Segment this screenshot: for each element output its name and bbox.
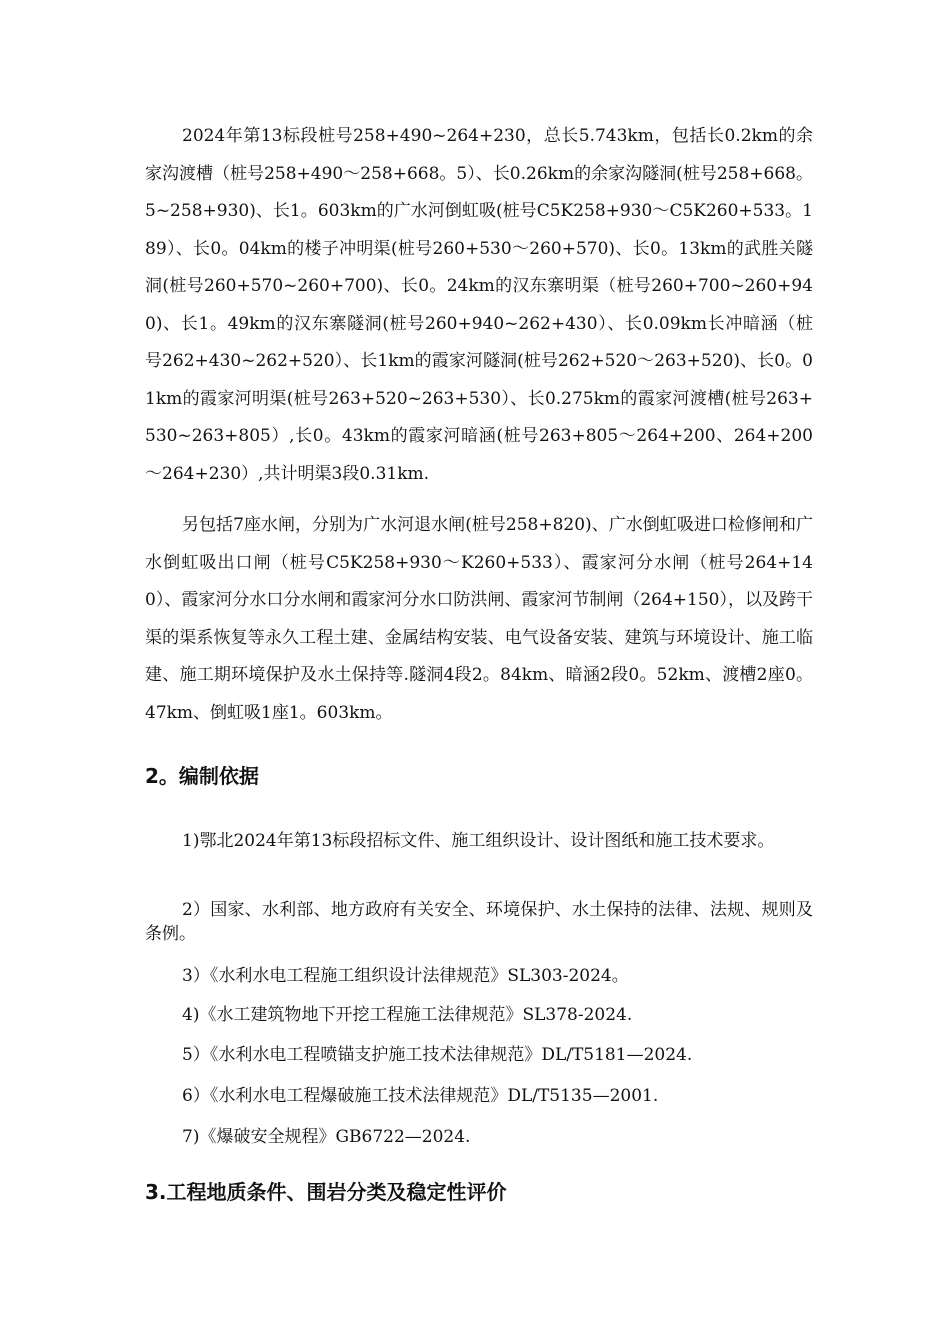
basis-list-item-4: 4)《水工建筑物地下开挖工程施工法律规范》SL378-2024. bbox=[182, 1005, 633, 1025]
section-heading-compilation-basis: 2。编制依据 bbox=[145, 764, 259, 788]
basis-list-item-6: 6）《水利水电工程爆破施工技术法律规范》DL/T5135—2001. bbox=[182, 1086, 659, 1106]
body-paragraph-sluice-gates: 另包括7座水闸，分别为广水河退水闸(桩号258+820)、广水倒虹吸进口检修闸和广水倒虹吸出口闸（桩号C5K258+930～K260+533）、霞家河分水闸（桩号264+140）、霞家河分水口分水闸和霞家河分水口防洪闸、霞家河节制闸（264+150），以及跨干渠的渠系恢复等永久工程土建、金属结构安装、电气设备安装、建筑与环境设计、施工临建、施工期环境保护及水土保持等.隧洞4段2。84km、暗涵2段0。52km、渡槽2座0。47km、倒虹吸1座1。603km。 bbox=[145, 515, 813, 723]
body-paragraph-project-scope: 2024年第13标段桩号258+490~264+230，总长5.743km，包括长0.2km的余家沟渡槽（桩号258+490～258+668。5）、长0.26km的余家沟隧洞(桩号258+668。5~258+930)、长1。603km的广水河倒虹吸(桩号C5K258+930～C5K260+533。189）、长0。04km的楼子冲明渠(桩号260+530～260+570)、长0。13km的武胜关隧洞(桩号260+570~260+700)、长0。24km的汉东寨明渠（桩号260+700~260+940)、长1。49km的汉东寨隧洞(桩号260+940~262+430）、长0.09km长冲暗涵（桩号262+430~262+520）、长1km的霞家河隧洞(桩号262+520～263+520)、长0。01km的霞家河明渠(桩号263+520~263+530）、长0.275km的霞家河渡槽(桩号263+530~263+805）,长0。43km的霞家河暗涵(桩号263+805～264+200、264+200～264+230）,共计明渠3段0.31km. bbox=[145, 126, 813, 484]
basis-list-item-5: 5）《水利水电工程喷锚支护施工技术法律规范》DL/T5181—2024. bbox=[182, 1045, 693, 1065]
basis-list-item-3: 3）《水利水电工程施工组织设计法律规范》SL303-2024。 bbox=[182, 966, 629, 986]
basis-list-item-7: 7)《爆破安全规程》GB6722—2024. bbox=[182, 1127, 471, 1147]
section-heading-geology: 3.工程地质条件、围岩分类及稳定性评价 bbox=[145, 1180, 507, 1204]
basis-list-item-2: 2）国家、水利部、地方政府有关安全、环境保护、水土保持的法律、法规、规则及条例。 bbox=[145, 900, 813, 944]
basis-list-item-1: 1)鄂北2024年第13标段招标文件、施工组织设计、设计图纸和施工技术要求。 bbox=[182, 831, 775, 851]
